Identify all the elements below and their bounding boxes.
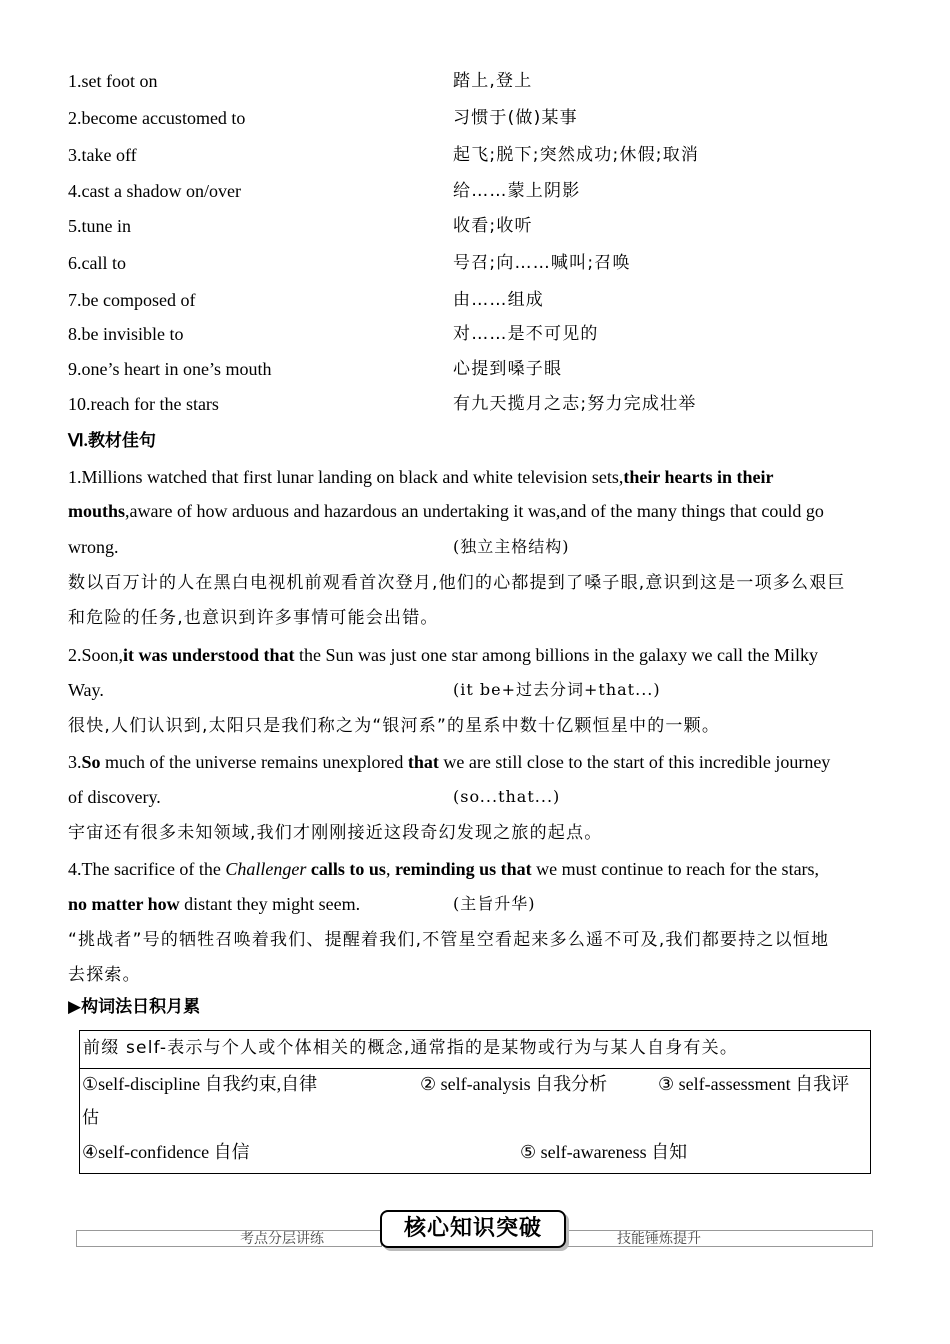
sentence-text: ,aware of how arduous and hazardous an undertaking it was,and of the many things that could go [125, 501, 824, 521]
translation-line: “挑战者”号的牺牲召唤着我们、提醒着我们,不管星空看起来多么遥不可及,我们都要持之以恒地 [68, 930, 830, 950]
phrase-chinese: 给……蒙上阴影 [453, 181, 581, 201]
sentence-bold-text: mouths [68, 501, 126, 521]
sentence-text: distant they might seem. [179, 894, 361, 914]
sentence-4-line-2 [68, 892, 360, 916]
sentence-bold-text: calls to us [306, 859, 386, 879]
phrase-chinese: 由……组成 [453, 290, 544, 310]
sentence-text: Way. [68, 680, 104, 700]
phrase-chinese: 踏上,登上 [453, 71, 533, 91]
banner-left-label: 考点分层讲练 [240, 1231, 324, 1247]
phrase-chinese: 收看;收听 [453, 216, 533, 236]
sentence-2-line-1 [68, 643, 818, 667]
sentence-1-line-1 [68, 465, 774, 489]
word-formation-box [79, 1030, 871, 1174]
sentence-text: 4.The sacrifice of the [68, 859, 226, 879]
translation-line: 宇宙还有很多未知领域,我们才刚刚接近这段奇幻发现之旅的起点。 [68, 823, 603, 843]
sentence-text: we are still close to the start of this incredible journey [438, 752, 831, 772]
section-heading [68, 429, 156, 453]
phrase-row [68, 179, 888, 203]
grammar-note: (主旨升华) [453, 894, 536, 913]
sentence-bold-text: So [81, 752, 101, 772]
sentence-text: of discovery. [68, 787, 161, 807]
phrase-english: 1.set foot on [68, 71, 158, 91]
translation-line: 去探索。 [68, 965, 141, 985]
phrase-english: 5.tune in [68, 216, 131, 236]
section-title: 教材佳句 [87, 431, 156, 451]
sentence-text: , [385, 859, 395, 879]
prefix-intro: 前缀 self-表示与个人或个体相关的概念,通常指的是某物或行为与某人自身有关。 [83, 1038, 739, 1058]
phrase-english: 3.take off [68, 145, 137, 165]
sentence-1-line-3 [68, 535, 119, 559]
example-item: ③ self-assessment 自我评 [658, 1074, 850, 1094]
sentence-text: we must continue to reach for the stars, [531, 859, 820, 879]
example-item: ④self-confidence 自信 [82, 1142, 250, 1162]
phrase-english: 2.become accustomed to [68, 108, 246, 128]
sentence-2-line-2 [68, 678, 104, 702]
sentence-3-line-2 [68, 785, 161, 809]
sentence-bold-text: no matter how [68, 894, 180, 914]
grammar-note: (独立主格结构) [453, 537, 570, 556]
phrase-english: 7.be composed of [68, 290, 196, 310]
phrase-row [68, 214, 888, 238]
phrase-row [68, 322, 888, 346]
sentence-bold-text: it was understood that [123, 645, 295, 665]
banner-left-bar [76, 1230, 382, 1247]
sentence-text: wrong. [68, 537, 119, 557]
phrase-row [68, 288, 888, 312]
translation-line: 数以百万计的人在黑白电视机前观看首次登月,他们的心都提到了嗓子眼,意识到这是一项多么艰巨 [68, 573, 846, 593]
phrase-chinese: 习惯于(做)某事 [453, 108, 578, 128]
sentence-text: much of the universe remains unexplored [100, 752, 408, 772]
section-numeral: Ⅵ. [68, 431, 88, 450]
phrase-row [68, 106, 888, 130]
phrase-row [68, 251, 888, 275]
banner-right-bar [566, 1230, 873, 1247]
sentence-text: the Sun was just one star among billions in the galaxy we call the Milky [294, 645, 818, 665]
sentence-bold-text: reminding us that [394, 859, 532, 879]
phrase-row [68, 392, 888, 416]
word-formation-heading: ▶构词法日积月累 [68, 997, 201, 1017]
phrase-chinese: 起飞;脱下;突然成功;休假;取消 [453, 145, 700, 165]
sentence-bold-text: their hearts in their [623, 467, 774, 487]
box-header-row [80, 1031, 870, 1069]
phrase-row [68, 143, 888, 167]
sentence-italic-text: Challenger [225, 859, 307, 879]
phrase-chinese: 号召;向……喊叫;召唤 [453, 253, 631, 273]
phrase-chinese: 对……是不可见的 [453, 324, 599, 344]
grammar-note: (so...that...) [453, 787, 561, 806]
sentence-text: 2.Soon, [68, 645, 124, 665]
sentence-text: 1.Millions watched that first lunar landing on black and white television sets, [68, 467, 624, 487]
phrase-row [68, 357, 888, 381]
banner-title: 核心知识突破 [380, 1210, 566, 1248]
phrase-chinese: 有九天揽月之志;努力完成壮举 [453, 394, 697, 414]
example-item: ①self-discipline 自我约束,自律 [82, 1074, 318, 1094]
example-item: ⑤ self-awareness 自知 [520, 1142, 688, 1162]
phrase-chinese: 心提到嗓子眼 [453, 359, 563, 379]
phrase-english: 6.call to [68, 253, 126, 273]
sentence-text: 3. [68, 752, 82, 772]
phrase-english: 10.reach for the stars [68, 394, 219, 414]
translation-line: 很快,人们认识到,太阳只是我们称之为“银河系”的星系中数十亿颗恒星中的一颗。 [68, 716, 721, 736]
phrase-row [68, 69, 888, 93]
phrase-english: 4.cast a shadow on/over [68, 181, 241, 201]
phrase-english: 9.one’s heart in one’s mouth [68, 359, 272, 379]
sentence-4-line-1 [68, 857, 819, 881]
banner-right-label: 技能锤炼提升 [617, 1231, 701, 1247]
example-item-continuation: 估 [82, 1108, 101, 1128]
phrase-english: 8.be invisible to [68, 324, 184, 344]
translation-line: 和危险的任务,也意识到许多事情可能会出错。 [68, 608, 439, 628]
sentence-3-line-1 [68, 750, 830, 774]
sentence-bold-text: that [407, 752, 439, 772]
sentence-1-line-2 [68, 499, 824, 523]
example-item: ② self-analysis 自我分析 [420, 1074, 608, 1094]
grammar-note: (it be+过去分词+that...) [453, 680, 661, 699]
